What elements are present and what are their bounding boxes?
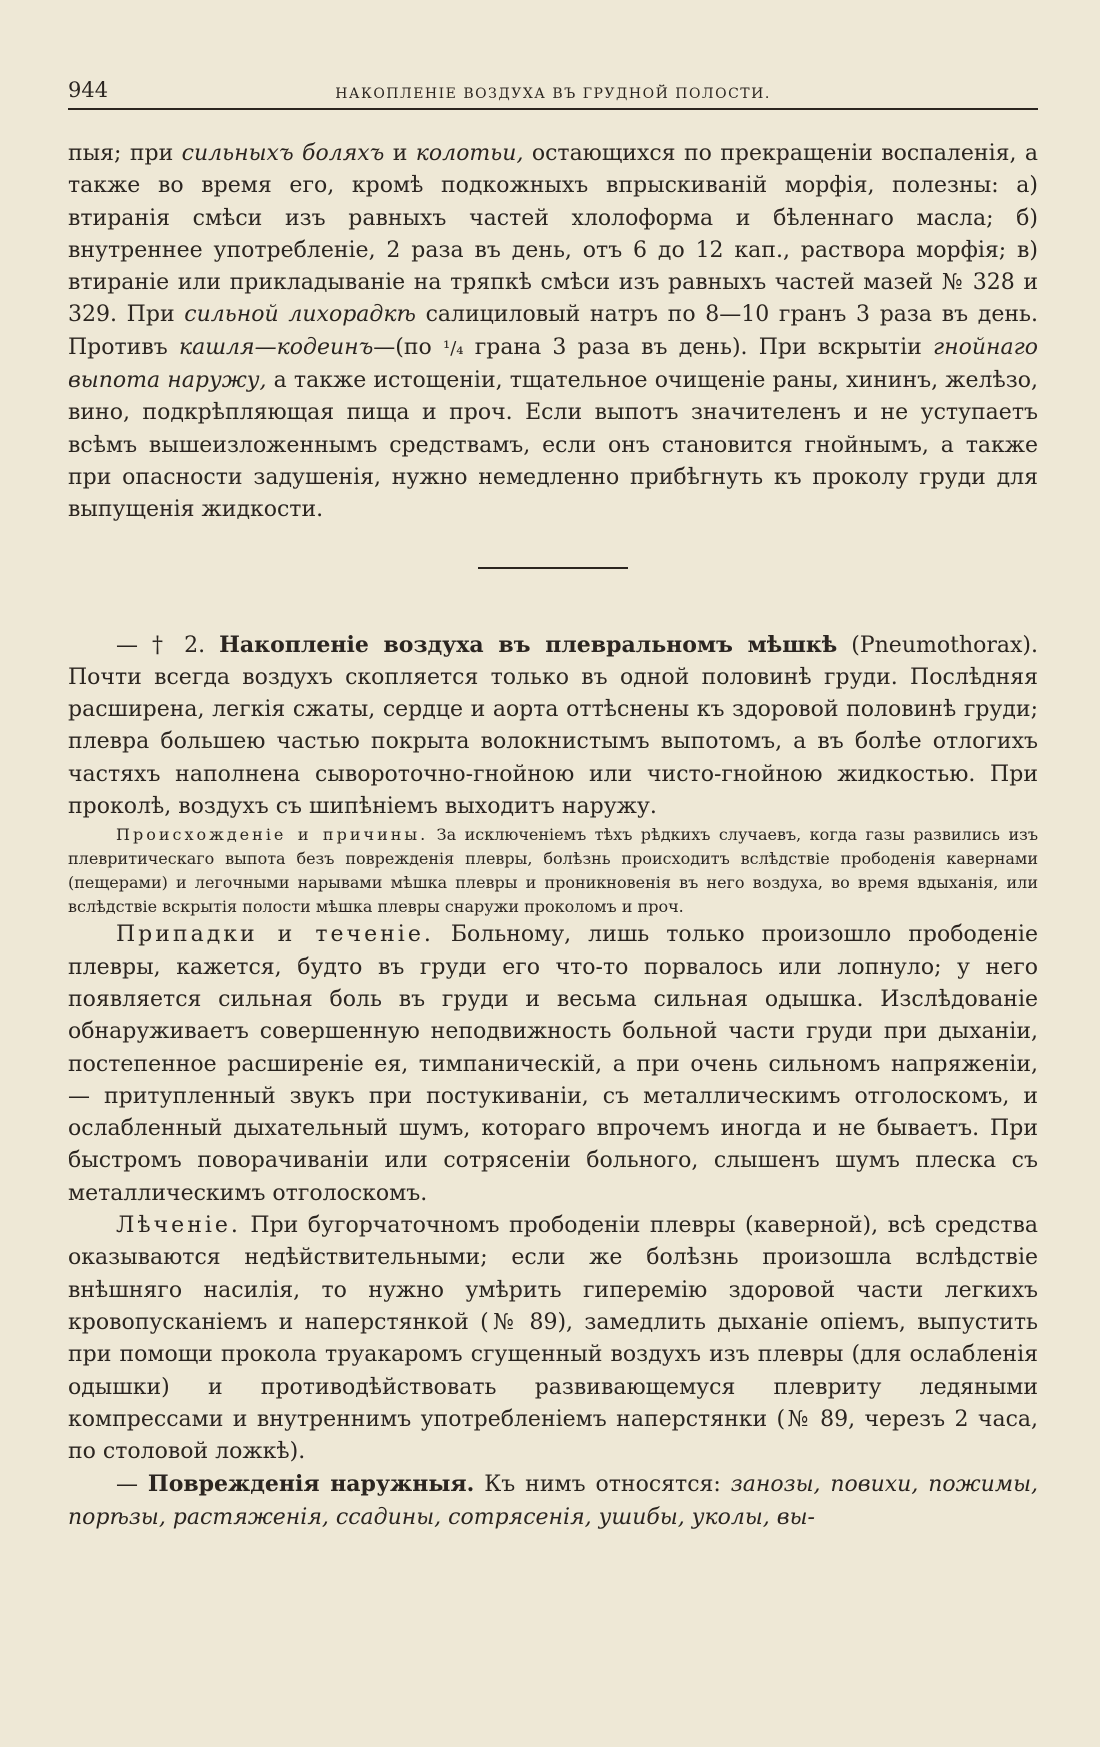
text-run: Къ нимъ относятся: bbox=[474, 1472, 731, 1498]
italic-term: занозы, повихи, пожимы, порѣзы, растяженія, ссадины, сотрясенія, ушибы, уколы, вы- bbox=[68, 1472, 1038, 1530]
subheading-causes: Происхожденіе и причины. bbox=[116, 825, 429, 845]
section-number: — † 2. bbox=[116, 632, 220, 658]
text-run: пыя; при bbox=[68, 141, 182, 166]
section-heading: Накопленіе воздуха въ плевральномъ мѣшкѣ bbox=[219, 631, 838, 658]
text-run: и bbox=[384, 141, 416, 166]
subheading-treatment: Лѣченіе. bbox=[116, 1213, 241, 1239]
subheading-symptoms: Припадки и теченіе. bbox=[116, 922, 434, 948]
paragraph-pleurisy-treatment bbox=[68, 138, 1038, 527]
text-run: (Pneumothorax). Почти всегда воздухъ скопляется только въ одной половинѣ груди. Послѣдняя расширена, легкія сжаты, сердце и аорта оттѣснены къ здоровой половинѣ груди; плевра большею частью покрыта волокнистымъ выпотомъ, а въ болѣе отлогихъ частяхъ наполнена сывороточно-гнойною или чисто-гнойною жидкостью. При проколѣ, воздухъ съ шипѣніемъ выходитъ наружу. bbox=[68, 632, 1038, 820]
running-head: НАКОПЛЕНІЕ ВОЗДУХА ВЪ ГРУДНОЙ ПОЛОСТИ. bbox=[335, 86, 771, 102]
text-run: салициловый натръ по 8—10 гранъ 3 раза въ день. Противъ bbox=[68, 302, 1038, 360]
italic-term: колотьи, bbox=[415, 141, 524, 166]
paragraph-pneumothorax-intro bbox=[68, 629, 1038, 824]
paragraph-treatment bbox=[68, 1210, 1038, 1468]
text-run: остающихся по прекращеніи воспаленія, а также во время его, кромѣ подкожныхъ впрыскиваній морфія, полезны: а) втиранія смѣси изъ равныхъ частей хлолоформа и бѣленнаго масла; б) внутреннее употребленіе, 2 раза въ день, отъ 6 до 12 кап., раствора морфія; в) втираніе или прикладываніе на тряпкѣ смѣси изъ равныхъ частей мазей № 328 и 329. При bbox=[68, 141, 1039, 328]
text-run: За исключеніемъ тѣхъ рѣдкихъ случаевъ, когда газы развились изъ плевритическаго выпота безъ поврежденія плевры, болѣзнь происходитъ вслѣдствіе прободенія кавернами (пещерами) и легочными нарывами мѣшка плевры и проникновенія въ него воздуха, во время вдыханія, или вслѣдствіе вскрытія полости мѣшка плевры снаружи проколомъ и проч. bbox=[68, 825, 1039, 917]
page-number: 944 bbox=[68, 78, 109, 102]
paragraph-external-injuries bbox=[68, 1468, 1038, 1534]
section-heading: Поврежденія наружныя. bbox=[147, 1471, 475, 1498]
italic-term: сильной лихорадкѣ bbox=[184, 302, 416, 328]
text-run: При бугорчаточномъ прободеніи плевры (каверной), всѣ средства оказываются недѣйствительными; если же болѣзнь произошла вслѣдствіе внѣшняго насилія, то нужно умѣрить гиперемію здоровой части легкихъ кровопусканіемъ и наперстянкой (№ 89), замедлить дыханіе опіемъ, выпустить при помощи прокола труакаромъ сгущенный воздухъ изъ плевры (для ослабленія одышки) и противодѣйствовать развивающемуся плевриту ледяными компрессами и внутреннимъ употребленіемъ наперстянки (№ 89, черезъ 2 часа, по столовой ложкѣ). bbox=[68, 1213, 1038, 1465]
italic-term: гнойнаго выпота наружу, bbox=[68, 334, 1039, 394]
paragraph-symptoms bbox=[68, 919, 1038, 1210]
italic-term: кашля—кодеинъ bbox=[178, 334, 374, 360]
text-run: грана 3 раза въ день). При вскрытіи bbox=[463, 334, 934, 360]
section-divider bbox=[478, 567, 628, 569]
text-run: Больному, лишь только произошло прободеніе плевры, кажется, будто въ груди его что-то порвалось или лопнуло; у него появляется сильная боль въ груди и весьма сильная одышка. Изслѣдованіе обнаруживаетъ совершенную неподвижность больной части груди при дыханіи, постепенное расширеніе ея, тимпаническій, а при очень сильномъ напряженіи, — притупленный звукъ при постукиваніи, съ металлическимъ отголоскомъ, и ослабленный дыхательный шумъ, котораго впрочемъ иногда и не бываетъ. При быстромъ поворачиваніи или сотрясеніи больного, слышенъ шумъ плеска съ металлическимъ отголоскомъ. bbox=[68, 922, 1038, 1206]
italic-term: сильныхъ боляхъ bbox=[181, 141, 385, 166]
fraction: ¹/₄ bbox=[443, 337, 464, 359]
text-run: — bbox=[116, 1472, 148, 1498]
text-run: а также истощеніи, тщательное очищеніе раны, хининъ, желѣзо, вино, подкрѣпляющая пища и проч. Если выпотъ значителенъ и не уступаетъ всѣмъ вышеизложеннымъ средствамъ, если онъ становится гнойнымъ, а также при опасности задушенія, нужно немедленно прибѣгнуть къ проколу груди для выпущенія жидкости. bbox=[68, 368, 1038, 523]
text-run: —(по bbox=[373, 334, 443, 360]
paragraph-causes bbox=[68, 823, 1038, 919]
page-header bbox=[68, 78, 1038, 110]
